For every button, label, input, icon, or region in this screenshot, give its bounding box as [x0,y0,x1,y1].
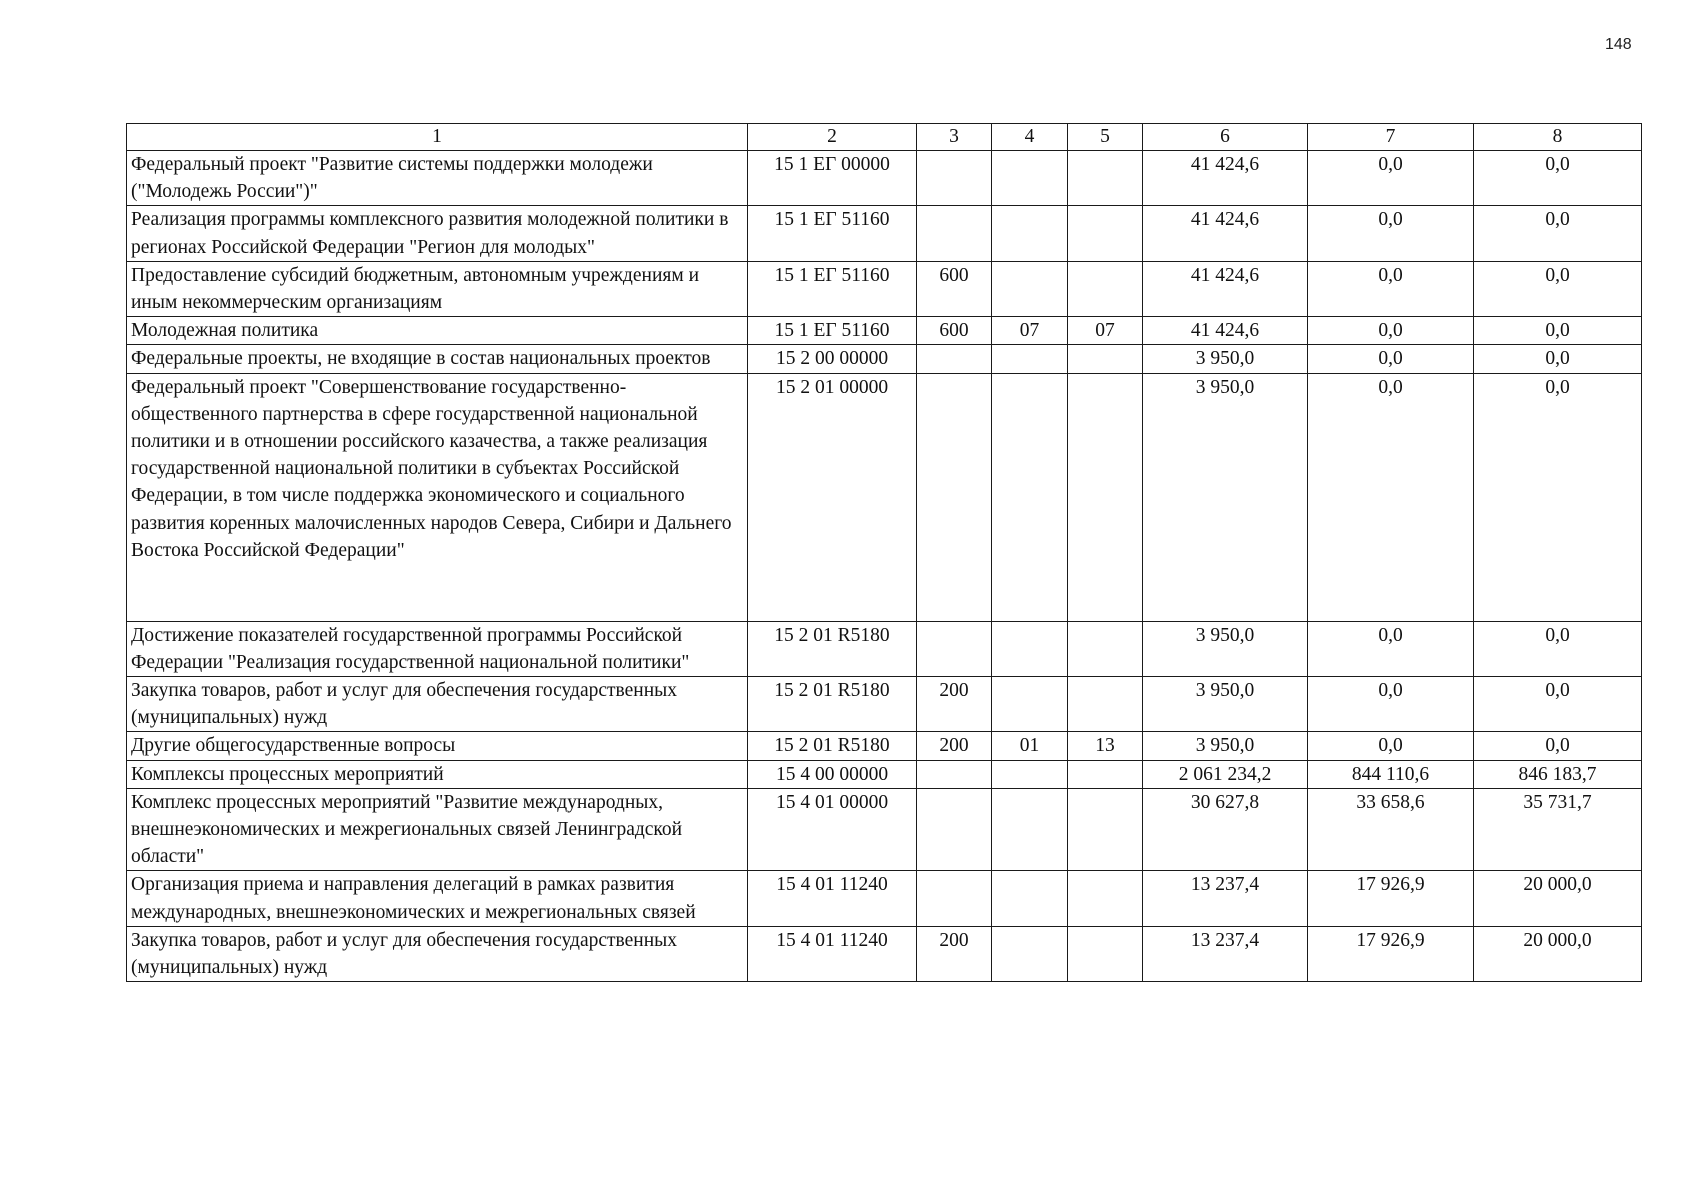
header-cell-5: 5 [1068,124,1143,151]
row-value-7: 0,0 [1308,732,1474,760]
row-col3 [917,621,992,676]
row-col4 [992,788,1068,871]
row-value-8: 0,0 [1474,373,1642,621]
table-row [127,677,1642,732]
row-code: 15 2 01 00000 [748,373,917,621]
row-col5 [1068,261,1143,316]
row-value-6: 3 950,0 [1143,621,1308,676]
row-code: 15 1 ЕГ 51160 [748,317,917,345]
row-col3 [917,871,992,926]
row-value-8: 0,0 [1474,151,1642,206]
header-cell-2: 2 [748,124,917,151]
row-name: Комплекс процессных мероприятий "Развитие международных, внешнеэкономических и межрегиональных связей Ленинградской области" [127,788,748,871]
row-code: 15 4 01 00000 [748,788,917,871]
row-col3 [917,345,992,373]
row-name: Другие общегосударственные вопросы [127,732,748,760]
row-col4 [992,926,1068,981]
row-value-7: 0,0 [1308,317,1474,345]
budget-table [126,123,1642,982]
header-cell-7: 7 [1308,124,1474,151]
row-value-6: 41 424,6 [1143,261,1308,316]
row-value-7: 0,0 [1308,621,1474,676]
table-row [127,261,1642,316]
row-col3 [917,760,992,788]
row-value-8: 0,0 [1474,261,1642,316]
row-col5 [1068,206,1143,261]
row-value-7: 0,0 [1308,373,1474,621]
row-value-8: 0,0 [1474,206,1642,261]
row-col4 [992,151,1068,206]
row-value-8: 0,0 [1474,677,1642,732]
row-value-7: 844 110,6 [1308,760,1474,788]
row-col3 [917,151,992,206]
row-code: 15 4 01 11240 [748,871,917,926]
row-col4: 01 [992,732,1068,760]
row-name: Федеральный проект "Развитие системы поддержки молодежи ("Молодежь России")" [127,151,748,206]
header-cell-4: 4 [992,124,1068,151]
row-code: 15 4 01 11240 [748,926,917,981]
table-row [127,871,1642,926]
table-row [127,788,1642,871]
row-value-6: 3 950,0 [1143,732,1308,760]
row-value-7: 33 658,6 [1308,788,1474,871]
row-value-6: 41 424,6 [1143,317,1308,345]
row-col5 [1068,621,1143,676]
row-value-7: 17 926,9 [1308,871,1474,926]
row-col3: 200 [917,926,992,981]
row-code: 15 2 00 00000 [748,345,917,373]
row-col3 [917,788,992,871]
row-value-6: 41 424,6 [1143,151,1308,206]
header-cell-3: 3 [917,124,992,151]
row-col5: 13 [1068,732,1143,760]
table-row [127,926,1642,981]
table-row [127,317,1642,345]
row-name: Федеральные проекты, не входящие в состав национальных проектов [127,345,748,373]
row-value-8: 20 000,0 [1474,871,1642,926]
row-col4 [992,261,1068,316]
row-col5: 07 [1068,317,1143,345]
row-col3: 600 [917,317,992,345]
row-col3: 200 [917,732,992,760]
row-value-6: 3 950,0 [1143,345,1308,373]
row-name: Организация приема и направления делегаций в рамках развития международных, внешнеэкономических и межрегиональных связей [127,871,748,926]
row-code: 15 2 01 R5180 [748,621,917,676]
row-col4 [992,345,1068,373]
row-col4 [992,373,1068,621]
row-col5 [1068,926,1143,981]
row-value-8: 35 731,7 [1474,788,1642,871]
row-col4 [992,871,1068,926]
table-row [127,345,1642,373]
table-row [127,373,1642,621]
row-col3 [917,373,992,621]
row-code: 15 2 01 R5180 [748,677,917,732]
row-value-6: 41 424,6 [1143,206,1308,261]
row-col5 [1068,760,1143,788]
row-value-7: 0,0 [1308,677,1474,732]
row-name: Молодежная политика [127,317,748,345]
row-value-8: 0,0 [1474,317,1642,345]
row-col3: 200 [917,677,992,732]
row-value-6: 3 950,0 [1143,677,1308,732]
row-name: Предоставление субсидий бюджетным, автономным учреждениям и иным некоммерческим организациям [127,261,748,316]
table-row [127,732,1642,760]
row-code: 15 1 ЕГ 51160 [748,206,917,261]
table-row [127,151,1642,206]
row-value-6: 3 950,0 [1143,373,1308,621]
table-row [127,760,1642,788]
row-value-8: 0,0 [1474,732,1642,760]
row-col4 [992,206,1068,261]
row-col5 [1068,151,1143,206]
row-col3 [917,206,992,261]
row-code: 15 1 ЕГ 00000 [748,151,917,206]
table-row [127,621,1642,676]
row-value-6: 2 061 234,2 [1143,760,1308,788]
row-col5 [1068,788,1143,871]
row-name: Реализация программы комплексного развития молодежной политики в регионах Российской Федерации "Регион для молодых" [127,206,748,261]
table-row [127,206,1642,261]
row-col4 [992,760,1068,788]
page-number: 148 [1605,36,1632,53]
row-value-8: 20 000,0 [1474,926,1642,981]
row-name: Закупка товаров, работ и услуг для обеспечения государственных (муниципальных) нужд [127,926,748,981]
header-row [127,124,1642,151]
row-value-7: 0,0 [1308,206,1474,261]
row-col4 [992,621,1068,676]
row-col5 [1068,871,1143,926]
row-col5 [1068,373,1143,621]
row-name: Достижение показателей государственной программы Российской Федерации "Реализация государственной национальной политики" [127,621,748,676]
row-value-8: 0,0 [1474,621,1642,676]
row-code: 15 1 ЕГ 51160 [748,261,917,316]
row-name: Закупка товаров, работ и услуг для обеспечения государственных (муниципальных) нужд [127,677,748,732]
row-col4 [992,677,1068,732]
header-cell-1: 1 [127,124,748,151]
row-value-7: 0,0 [1308,261,1474,316]
row-value-6: 30 627,8 [1143,788,1308,871]
row-name: Комплексы процессных мероприятий [127,760,748,788]
row-value-8: 0,0 [1474,345,1642,373]
row-value-7: 0,0 [1308,345,1474,373]
row-value-7: 0,0 [1308,151,1474,206]
row-name: Федеральный проект "Совершенствование государственно-общественного партнерства в сфере государственной национальной политики и в отношении российского казачества, а также реализация государственной национальной политики в субъектах Российской Федерации, в том числе поддержка экономического и социального развития коренных малочисленных народов Севера, Сибири и Дальнего Востока Российской Федерации" [127,373,748,621]
row-value-7: 17 926,9 [1308,926,1474,981]
row-value-8: 846 183,7 [1474,760,1642,788]
row-code: 15 4 00 00000 [748,760,917,788]
row-col4: 07 [992,317,1068,345]
row-col3: 600 [917,261,992,316]
header-cell-6: 6 [1143,124,1308,151]
row-col5 [1068,677,1143,732]
row-col5 [1068,345,1143,373]
row-value-6: 13 237,4 [1143,871,1308,926]
row-code: 15 2 01 R5180 [748,732,917,760]
row-value-6: 13 237,4 [1143,926,1308,981]
header-cell-8: 8 [1474,124,1642,151]
